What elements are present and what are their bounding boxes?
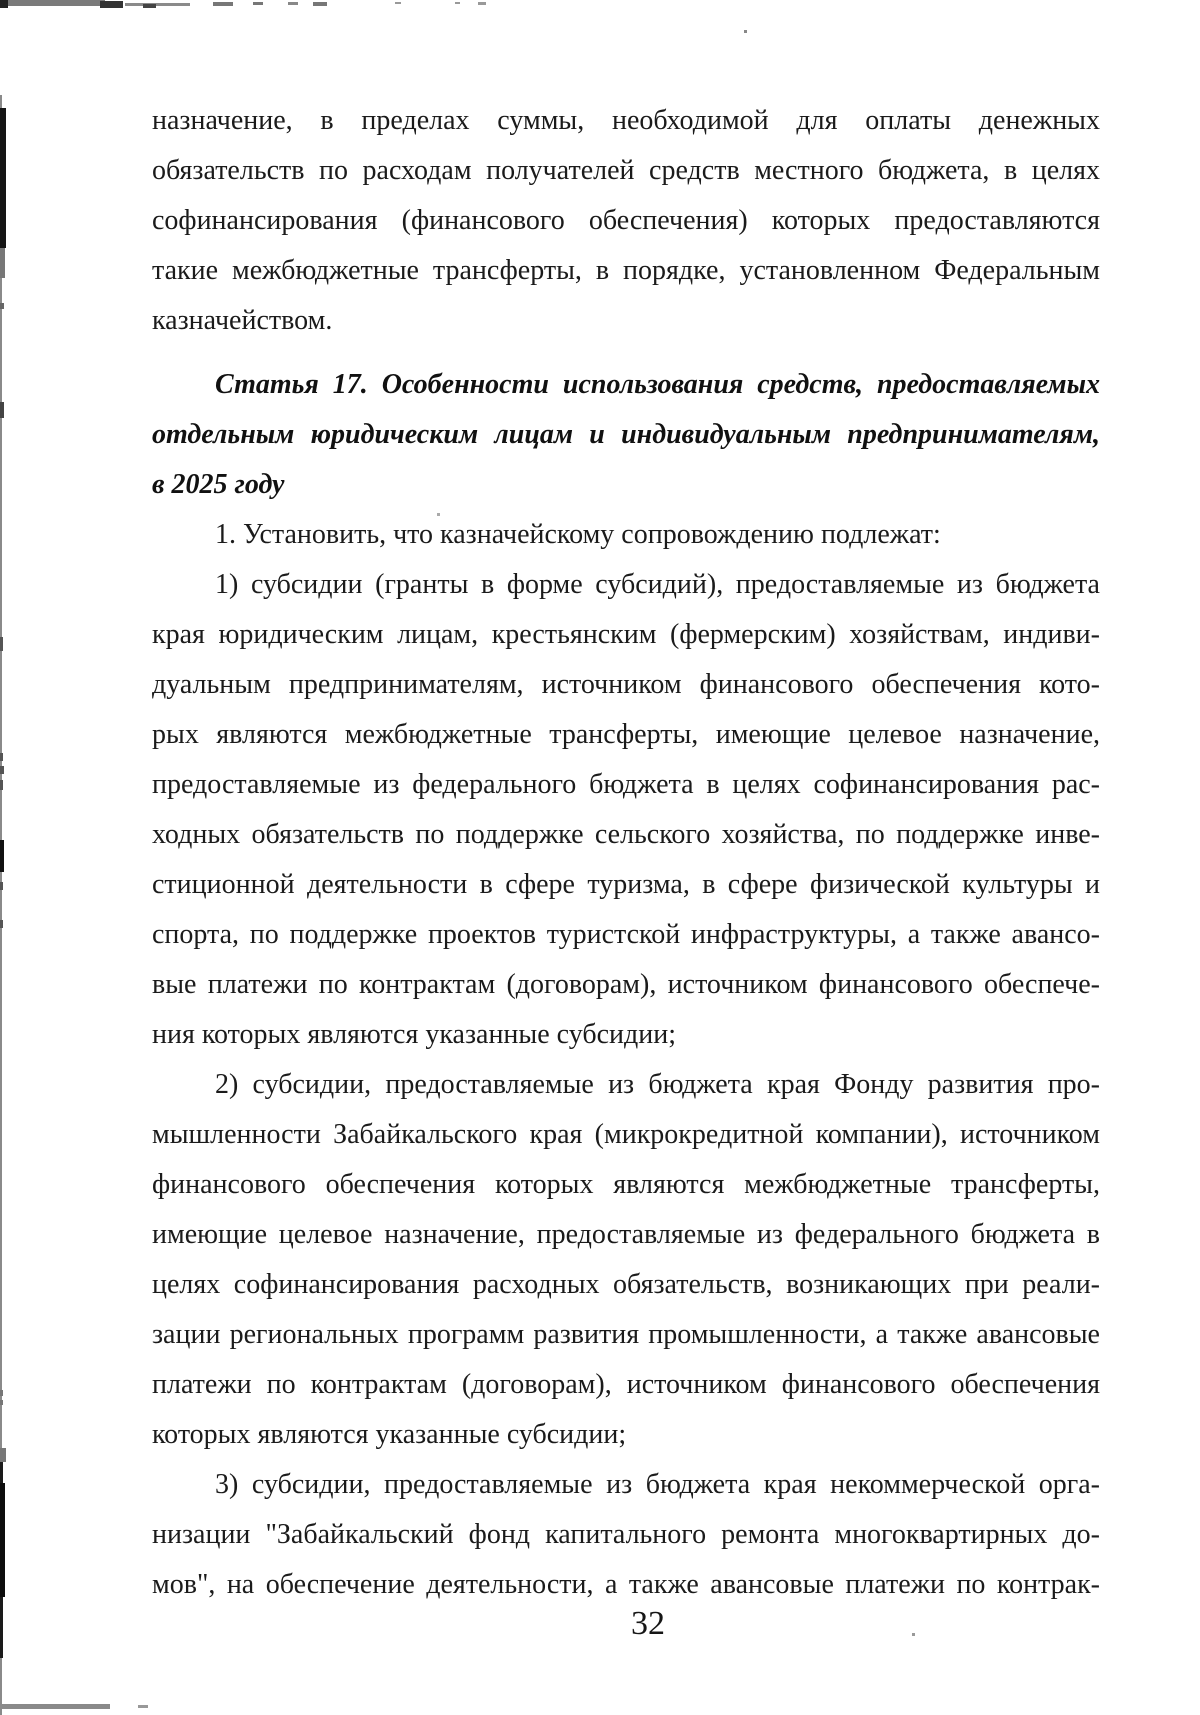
text-line: казначейством. <box>152 305 333 336</box>
paragraph-continuation <box>152 96 1100 346</box>
scan-artifact-dot <box>912 1633 915 1636</box>
scan-artifact-left-dash <box>0 402 4 418</box>
scan-artifact-left-dash <box>0 637 3 651</box>
scan-artifact-left-dash <box>0 780 3 790</box>
text-line: низации "Забайкальский фонд капитального ремонта многоквартирных до- <box>152 1519 1100 1550</box>
text-line: 1. Установить, что казначейскому сопровождению подлежат: <box>215 519 941 550</box>
scan-artifact-left-dash <box>0 753 3 761</box>
text-line: такие межбюджетные трансферты, в порядке, установленном Федеральным <box>152 255 1100 286</box>
text-line: финансового обеспечения которых являются межбюджетные трансферты, <box>152 1169 1100 1200</box>
scan-artifact-top-dash <box>313 2 327 6</box>
text-line: софинансирования (финансового обеспечения) которых предоставляются <box>152 205 1100 236</box>
scan-artifact-left-speck <box>0 1390 3 1396</box>
scan-artifact-top-line <box>125 3 190 6</box>
clause-1-item-3 <box>152 1460 1100 1610</box>
scan-artifact-top-speck <box>478 2 486 5</box>
scan-artifact-left-dash <box>0 766 4 774</box>
scan-artifact-top-speck <box>395 2 401 4</box>
scan-artifact-top-bar <box>8 0 105 6</box>
document-text <box>152 96 1100 1610</box>
scan-artifact-top-dash <box>100 1 123 8</box>
text-line: дуальным предпринимателям, источником финансового обеспечения кото- <box>152 669 1100 700</box>
scan-artifact-top-corner <box>0 0 8 8</box>
scan-artifact-left-dash <box>0 920 3 928</box>
text-line: платежи по контрактам (договорам), источником финансового обеспечения <box>152 1369 1100 1400</box>
text-line: назначение, в пределах суммы, необходимой для оплаты денежных <box>152 105 1100 136</box>
text-line: мышленности Забайкальского края (микрокредитной компании), источником <box>152 1119 1100 1150</box>
scan-artifact-bottom-dash <box>138 1705 148 1708</box>
text-line: рых являются межбюджетные трансферты, имеющие целевое назначение, <box>152 719 1100 750</box>
scan-artifact-top-dash <box>213 2 233 6</box>
scan-artifact-top-dash <box>288 2 298 5</box>
text-line: в 2025 году <box>152 469 285 500</box>
text-line: 1) субсидии (гранты в форме субсидий), предоставляемые из бюджета <box>215 569 1100 600</box>
text-line: 3) субсидии, предоставляемые из бюджета края некоммерческой орга- <box>215 1469 1100 1500</box>
text-line: ходных обязательств по поддержке сельского хозяйства, по поддержке инве- <box>152 819 1100 850</box>
scan-artifact-top-dash <box>143 4 156 8</box>
scan-artifact-left-black <box>0 1483 5 1597</box>
scan-artifact-left-speck <box>0 1400 3 1405</box>
scan-artifact-left-gray <box>0 248 5 278</box>
scan-artifact-top-speck <box>455 2 460 4</box>
text-line: зации региональных программ развития промышленности, а также авансовые <box>152 1319 1100 1350</box>
text-line: которых являются указанные субсидии; <box>152 1419 627 1450</box>
text-line: вые платежи по контрактам (договорам), источником финансового обеспече- <box>152 969 1100 1000</box>
text-line: отдельным юридическим лицам и индивидуальным предпринимателям, <box>152 419 1100 450</box>
text-line: целях софинансирования расходных обязательств, возникающих при реали- <box>152 1269 1100 1300</box>
scan-artifact-top-dash <box>253 2 263 5</box>
clause-1-item-2 <box>152 1060 1100 1460</box>
clause-1-item-1 <box>152 560 1100 1060</box>
text-line: предоставляемые из федерального бюджета в целях софинансирования рас- <box>152 769 1100 800</box>
scan-artifact-left-dash <box>0 882 3 890</box>
text-line: края юридическим лицам, крестьянским (фермерским) хозяйствам, индиви- <box>152 619 1100 650</box>
text-line: имеющие целевое назначение, предоставляемые из федерального бюджета в <box>152 1219 1100 1250</box>
article-17-heading <box>152 360 1100 510</box>
text-line: спорта, по поддержке проектов туристской инфраструктуры, а также авансо- <box>152 919 1100 950</box>
text-line: мов", на обеспечение деятельности, а также авансовые платежи по контрак- <box>152 1569 1100 1600</box>
text-line: ния которых являются указанные субсидии; <box>152 1019 677 1050</box>
scan-artifact-left-gray <box>0 1448 6 1462</box>
text-line: стиционной деятельности в сфере туризма, в сфере физической культуры и <box>152 869 1100 900</box>
scan-artifact-dot <box>744 30 747 33</box>
page-number: 32 <box>631 1605 665 1642</box>
text-line: 2) субсидии, предоставляемые из бюджета края Фонду развития про- <box>215 1069 1100 1100</box>
scan-artifact-left-black <box>0 840 4 872</box>
clause-1-intro <box>152 510 1100 560</box>
scan-artifact-left-speck <box>0 303 4 309</box>
text-line: обязательств по расходам получателей средств местного бюджета, в целях <box>152 155 1100 186</box>
text-line: Статья 17. Особенности использования средств, предоставляемых <box>215 369 1100 400</box>
scan-artifact-left-black <box>0 108 6 248</box>
scan-artifact-bottom-line <box>0 1704 110 1709</box>
